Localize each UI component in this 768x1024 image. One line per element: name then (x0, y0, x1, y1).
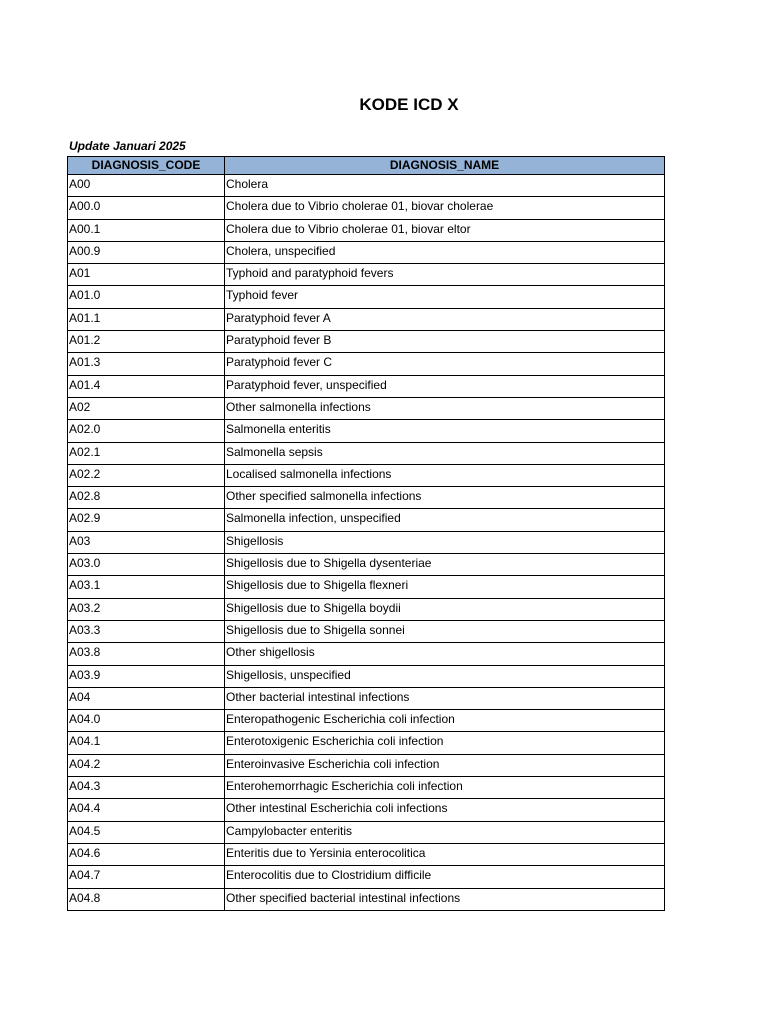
table-row (68, 777, 665, 799)
header-diagnosis-name: DIAGNOSIS_NAME (225, 157, 665, 175)
table-row (68, 821, 665, 843)
diagnosis-name-cell: Shigellosis due to Shigella boydii (225, 598, 665, 620)
table-row (68, 219, 665, 241)
table-row (68, 843, 665, 865)
diagnosis-code-cell: A03.9 (68, 665, 225, 687)
diagnosis-name-cell: Shigellosis due to Shigella sonnei (225, 620, 665, 642)
diagnosis-code-cell: A00.9 (68, 241, 225, 263)
table-body (68, 175, 665, 911)
table-row (68, 576, 665, 598)
table-row (68, 732, 665, 754)
diagnosis-code-cell: A04.1 (68, 732, 225, 754)
table-row (68, 487, 665, 509)
diagnosis-code-cell: A01.1 (68, 308, 225, 330)
table-row (68, 397, 665, 419)
diagnosis-code-cell: A01.4 (68, 375, 225, 397)
table-row (68, 643, 665, 665)
table-row (68, 866, 665, 888)
diagnosis-name-cell: Other intestinal Escherichia coli infections (225, 799, 665, 821)
diagnosis-code-cell: A03.3 (68, 620, 225, 642)
table-row (68, 264, 665, 286)
diagnosis-code-cell: A04.4 (68, 799, 225, 821)
table-header-row (68, 157, 665, 175)
diagnosis-code-cell: A02.2 (68, 464, 225, 486)
diagnosis-code-cell: A02.1 (68, 442, 225, 464)
diagnosis-name-cell: Cholera due to Vibrio cholerae 01, biovar cholerae (225, 197, 665, 219)
table-row (68, 888, 665, 910)
table-row (68, 509, 665, 531)
table-row (68, 665, 665, 687)
diagnosis-name-cell: Shigellosis due to Shigella dysenteriae (225, 554, 665, 576)
diagnosis-name-cell: Typhoid fever (225, 286, 665, 308)
diagnosis-code-cell: A03.8 (68, 643, 225, 665)
table-row (68, 531, 665, 553)
table-row (68, 286, 665, 308)
diagnosis-code-cell: A04.0 (68, 710, 225, 732)
table-row (68, 620, 665, 642)
table-row (68, 375, 665, 397)
diagnosis-code-cell: A03 (68, 531, 225, 553)
diagnosis-name-cell: Cholera due to Vibrio cholerae 01, biovar eltor (225, 219, 665, 241)
table-row (68, 687, 665, 709)
diagnosis-name-cell: Paratyphoid fever, unspecified (225, 375, 665, 397)
diagnosis-name-cell: Other salmonella infections (225, 397, 665, 419)
diagnosis-name-cell: Salmonella sepsis (225, 442, 665, 464)
diagnosis-name-cell: Enterotoxigenic Escherichia coli infection (225, 732, 665, 754)
document-title: KODE ICD X (359, 95, 459, 114)
table-row (68, 442, 665, 464)
diagnosis-name-cell: Shigellosis due to Shigella flexneri (225, 576, 665, 598)
header-diagnosis-code: DIAGNOSIS_CODE (68, 157, 225, 175)
diagnosis-code-cell: A01 (68, 264, 225, 286)
diagnosis-code-cell: A01.0 (68, 286, 225, 308)
table-row (68, 754, 665, 776)
table-row (68, 331, 665, 353)
diagnosis-name-cell: Shigellosis (225, 531, 665, 553)
diagnosis-name-cell: Other bacterial intestinal infections (225, 687, 665, 709)
diagnosis-code-cell: A04.3 (68, 777, 225, 799)
diagnosis-name-cell: Salmonella enteritis (225, 420, 665, 442)
diagnosis-code-cell: A04 (68, 687, 225, 709)
diagnosis-code-cell: A00 (68, 175, 225, 197)
diagnosis-code-cell: A03.1 (68, 576, 225, 598)
diagnosis-code-cell: A01.2 (68, 331, 225, 353)
table-row (68, 175, 665, 197)
table-row (68, 420, 665, 442)
diagnosis-name-cell: Shigellosis, unspecified (225, 665, 665, 687)
diagnosis-code-cell: A04.7 (68, 866, 225, 888)
diagnosis-code-cell: A00.0 (68, 197, 225, 219)
diagnosis-code-cell: A02.0 (68, 420, 225, 442)
diagnosis-code-cell: A02.9 (68, 509, 225, 531)
diagnosis-code-cell: A04.5 (68, 821, 225, 843)
diagnosis-name-cell: Salmonella infection, unspecified (225, 509, 665, 531)
diagnosis-name-cell: Cholera, unspecified (225, 241, 665, 263)
diagnosis-code-cell: A04.6 (68, 843, 225, 865)
diagnosis-name-cell: Enteropathogenic Escherichia coli infection (225, 710, 665, 732)
diagnosis-code-cell: A02.8 (68, 487, 225, 509)
diagnosis-name-cell: Paratyphoid fever A (225, 308, 665, 330)
update-note: Update Januari 2025 (69, 139, 186, 153)
table-row (68, 241, 665, 263)
diagnosis-code-cell: A04.2 (68, 754, 225, 776)
table-row (68, 308, 665, 330)
diagnosis-code-cell: A04.8 (68, 888, 225, 910)
table-row (68, 197, 665, 219)
diagnosis-name-cell: Other shigellosis (225, 643, 665, 665)
diagnosis-name-cell: Localised salmonella infections (225, 464, 665, 486)
diagnosis-name-cell: Enteritis due to Yersinia enterocolitica (225, 843, 665, 865)
diagnosis-name-cell: Enterocolitis due to Clostridium difficile (225, 866, 665, 888)
diagnosis-name-cell: Other specified salmonella infections (225, 487, 665, 509)
diagnosis-code-cell: A02 (68, 397, 225, 419)
diagnosis-code-cell: A03.0 (68, 554, 225, 576)
diagnosis-name-cell: Cholera (225, 175, 665, 197)
table-row (68, 353, 665, 375)
table-row (68, 464, 665, 486)
diagnosis-name-cell: Other specified bacterial intestinal infections (225, 888, 665, 910)
diagnosis-code-cell: A01.3 (68, 353, 225, 375)
icd-code-table (67, 156, 665, 911)
diagnosis-name-cell: Paratyphoid fever B (225, 331, 665, 353)
table-row (68, 554, 665, 576)
diagnosis-code-cell: A03.2 (68, 598, 225, 620)
table-row (68, 799, 665, 821)
diagnosis-name-cell: Paratyphoid fever C (225, 353, 665, 375)
table-row (68, 710, 665, 732)
table-row (68, 598, 665, 620)
diagnosis-code-cell: A00.1 (68, 219, 225, 241)
diagnosis-name-cell: Campylobacter enteritis (225, 821, 665, 843)
diagnosis-name-cell: Enteroinvasive Escherichia coli infection (225, 754, 665, 776)
diagnosis-name-cell: Enterohemorrhagic Escherichia coli infection (225, 777, 665, 799)
diagnosis-name-cell: Typhoid and paratyphoid fevers (225, 264, 665, 286)
